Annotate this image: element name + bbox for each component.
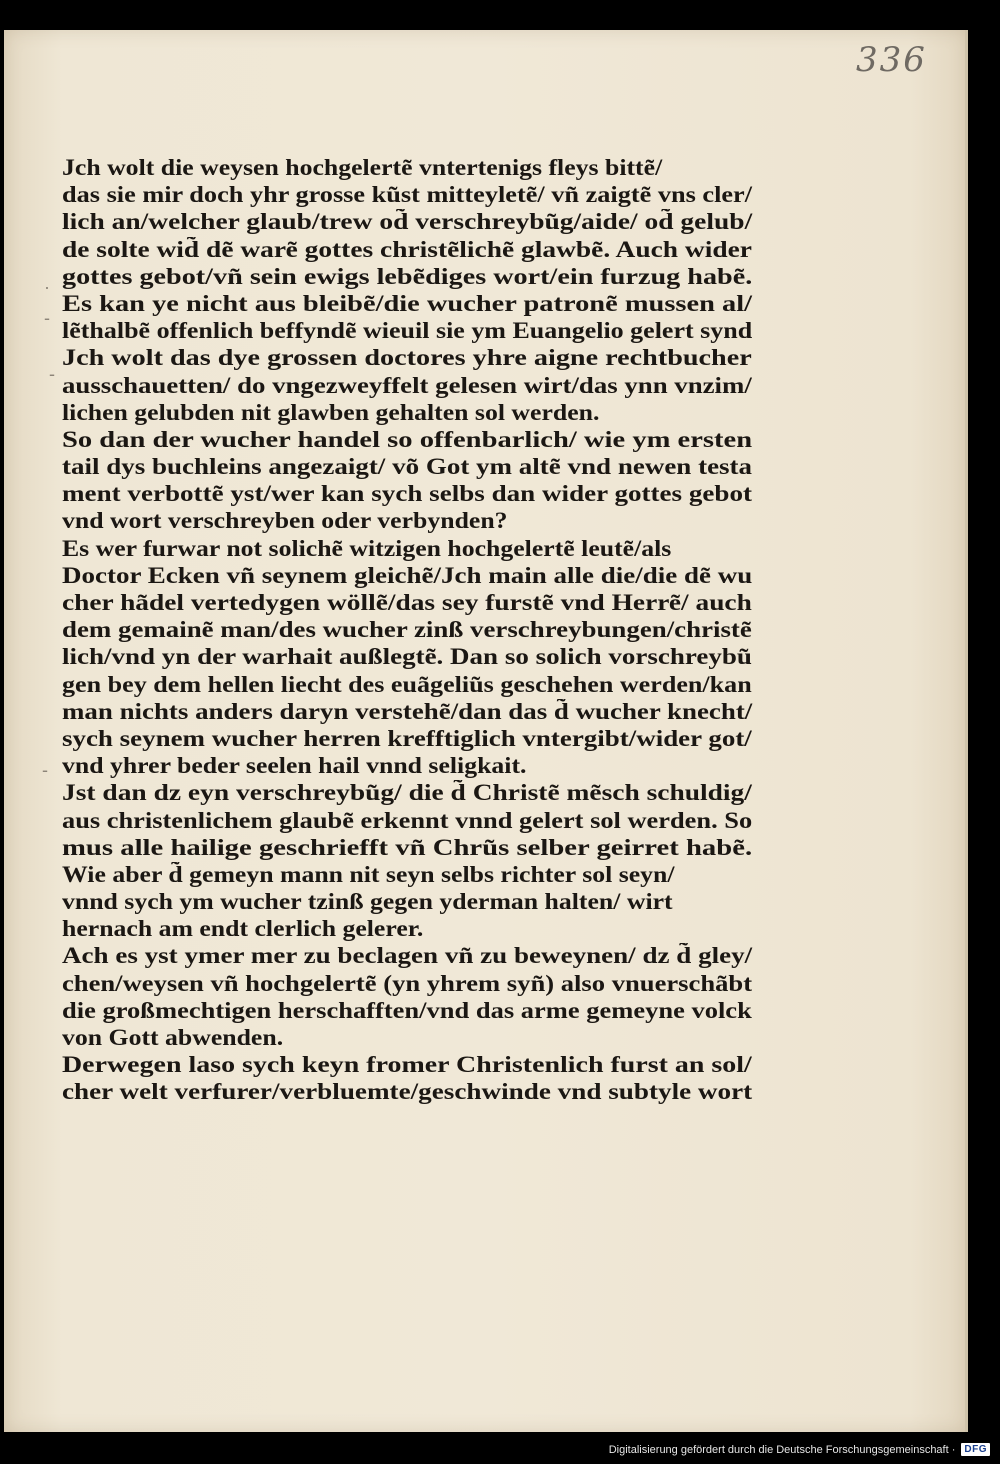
body-text	[62, 154, 762, 1106]
text-line: ment verbotte͂ yst/wer kan sych selbs dan wider gottes gebot	[62, 481, 753, 507]
text-line: Wie aber d͂ gemeyn mann nit seyn selbs richter sol seyn/	[62, 861, 675, 887]
scanned-page	[4, 30, 968, 1432]
text-line: von Gott abwenden.	[62, 1025, 284, 1050]
dfg-logo: DFG	[961, 1443, 990, 1456]
margin-mark: -	[44, 308, 50, 328]
text-line: Jch wolt die weysen hochgelerte͂ vntertenigs fleys bitte͂/	[62, 155, 663, 180]
text-line: chen/weysen vn͂ hochgelerte͂ (yn yhrem syn͂) also vnuerscha͂bt	[62, 970, 753, 996]
text-line: gottes gebot/vn͂ sein ewigs lebe͂diges wort/ein furzug habe͂.	[62, 263, 753, 289]
text-line: vnnd sych ym wucher tzinß gegen yderman halten/ wirt	[62, 889, 673, 915]
credit-text: Digitalisierung gefördert durch die Deutsche Forschungsgemeinschaft ·	[608, 1443, 956, 1456]
text-line: sych seynem wucher herren krefftiglich vntergibt/wider got/	[62, 725, 752, 751]
text-line: tail dys buchleins angezaigt/ vo͂ Got ym alte͂ vnd newen testa	[62, 454, 753, 480]
text-line: dem gemaine͂ man/des wucher zinß verschreybungen/christe͂	[62, 617, 752, 643]
text-line: de solte wid͂ de͂ ware͂ gottes christe͂liche͂ glawbe͂. Auch wider	[62, 236, 752, 262]
text-line: cher welt verfurer/verbluemte/geschwinde vnd subtyle wort	[62, 1079, 753, 1105]
text-line: Es wer furwar not soliche͂ witzigen hochgelerte͂ leute͂/als	[62, 535, 672, 561]
text-line: vnd wort verschreyben oder verbynden?	[62, 508, 508, 534]
text-line: Es kan ye nicht aus bleibe͂/die wucher patrone͂ mussen al/	[62, 290, 753, 316]
text-line: Jch wolt das dye grossen doctores yhre aigne rechtbucher	[62, 345, 752, 371]
text-line: cher ha͂del vertedygen wölle͂/das sey furste͂ vnd Herre͂/ auch	[62, 590, 752, 615]
text-line: Ach es yst ymer mer zu beclagen vn͂ zu beweynen/ dz d͂ gley/	[62, 943, 753, 969]
text-line: man nichts anders daryn verstehe͂/dan das d͂ wucher knecht/	[62, 698, 753, 724]
text-line: gen bey dem hellen liecht des eua͂geliu͂s geschehen werden/kan	[62, 671, 752, 697]
margin-mark: ·	[44, 277, 50, 297]
text-line: le͂thalbe͂ offenlich beffynde͂ wieuil sie ym Euangelio gelert synd	[62, 318, 753, 344]
text-line: Doctor Ecken vn͂ seynem gleiche͂/Jch main alle die/die de͂ wu	[62, 562, 753, 588]
text-line: lich/vnd yn der warhait außlegte͂. Dan so solich vorschreybu͂	[62, 644, 752, 670]
text-line: aus christenlichem glaube͂ erkennt vnnd gelert sol werden. So	[62, 807, 753, 833]
text-line: ausschauetten/ do vngezweyffelt gelesen wirt/das ynn vnzim/	[62, 372, 752, 398]
footer-credit	[609, 1443, 990, 1456]
page-edge	[965, 30, 968, 1432]
text-line: Jst dan dz eyn verschreybu͂g/ die d͂ Christe͂ me͂sch schuldig/	[62, 780, 752, 806]
margin-mark: -	[42, 760, 48, 780]
text-line: das sie mir doch yhr grosse ku͂st mitteylete͂/ vn͂ zaigte͂ vns cler/	[62, 182, 753, 208]
text-line: So dan der wucher handel so offenbarlich/ wie ym ersten	[62, 426, 753, 452]
text-line: mus alle hailige geschriefft vn͂ Chru͂s selber geirret habe͂.	[62, 834, 753, 860]
text-line: hernach am endt clerlich gelerer.	[62, 916, 424, 942]
text-line: Derwegen laso sych keyn fromer Christenlich furst an sol/	[62, 1052, 752, 1078]
folio-number: 336	[856, 40, 927, 80]
text-line: vnd yhrer beder seelen hail vnnd seligkait.	[62, 753, 527, 779]
text-line: die großmechtigen herschafften/vnd das arme gemeyne volck	[62, 997, 752, 1023]
margin-mark: -	[49, 364, 55, 384]
text-line: lichen gelubden nit glawben gehalten sol werden.	[62, 399, 600, 425]
text-line: lich an/welcher glaub/trew od͂ verschreybu͂g/aide/ od͂ gelub/	[62, 209, 753, 235]
